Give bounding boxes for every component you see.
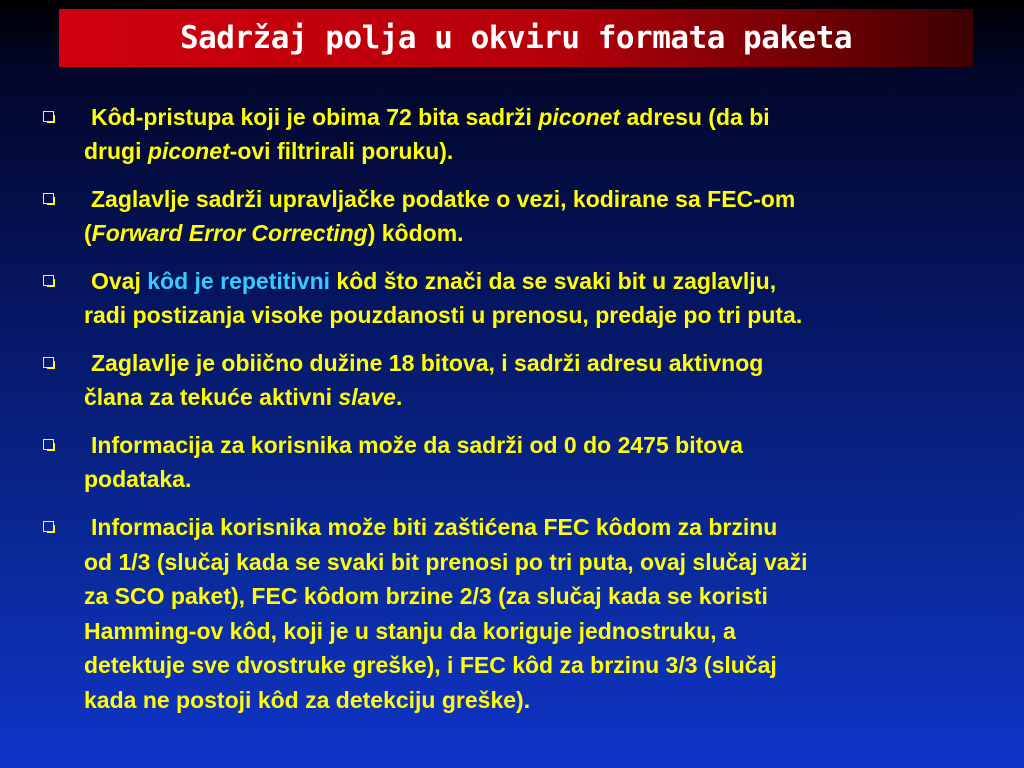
text-run: .	[395, 384, 403, 410]
bullet-item-access-code	[40, 100, 985, 168]
bullet-list	[40, 100, 985, 731]
bullet-line: Informacija za korisnika može da sadrži od 0 do 2475 bitova	[91, 432, 743, 458]
text-run: drugi	[84, 138, 148, 164]
checkbox-bullet-icon	[43, 439, 54, 450]
text-run: adresu (da bi	[620, 104, 770, 130]
checkbox-bullet-icon	[43, 111, 54, 122]
bullet-item-user-info-fec	[40, 510, 985, 717]
checkbox-bullet-icon	[43, 357, 54, 368]
bullet-line	[84, 134, 985, 168]
bullet-line: od 1/3 (slučaj kada se svaki bit prenosi po tri puta, ovaj slučaj važi	[84, 548, 808, 575]
checkbox-bullet-icon	[43, 193, 54, 204]
italic-term: piconet	[147, 138, 230, 164]
bullet-item-header-fec	[40, 182, 985, 250]
italic-term: Forward Error Correcting	[91, 220, 368, 246]
italic-term: slave	[338, 384, 396, 410]
text-run: ) kôdom.	[367, 220, 464, 246]
bullet-line	[84, 264, 985, 298]
bullet-line	[84, 216, 985, 250]
bullet-line: Hamming-ov kôd, koji je u stanju da koriguje jednostruku, a	[84, 617, 736, 644]
highlighted-term: kôd je repetitivni	[147, 268, 331, 294]
text-run: člana za tekuće aktivni	[84, 384, 339, 410]
italic-term: piconet	[538, 104, 621, 130]
checkbox-bullet-icon	[43, 275, 54, 286]
bullet-line: za SCO paket), FEC kôdom brzine 2/3 (za slučaj kada se koristi	[84, 583, 768, 609]
text-run: (	[84, 220, 92, 246]
bullet-line: Zaglavlje je obiično dužine 18 bitova, i sadrži adresu aktivnog	[91, 350, 764, 376]
bullet-line: Informacija korisnika može biti zaštićena FEC kôdom za brzinu	[91, 514, 778, 540]
bullet-item-repetitive-code	[40, 264, 985, 332]
bullet-line: kada ne postoji kôd za detekciju greške).	[84, 686, 531, 713]
checkbox-bullet-icon	[43, 521, 54, 532]
bullet-item-header-length	[40, 346, 985, 414]
text-run: Kôd-pristupa koji je obima 72 bita sadrži	[91, 104, 539, 130]
bullet-line: podataka.	[84, 466, 192, 492]
bullet-line	[84, 380, 985, 414]
title-bar	[59, 9, 973, 67]
text-run: kôd što znači da se svaki bit u zaglavlju,	[330, 268, 777, 294]
bullet-line	[84, 100, 985, 134]
slide-title: Sadržaj polja u okviru formata paketa	[179, 20, 853, 56]
bullet-item-user-info-size	[40, 428, 985, 496]
bullet-line: Zaglavlje sadrži upravljačke podatke o vezi, kodirane sa FEC-om	[91, 186, 796, 212]
bullet-line: detektuje sve dvostruke greške), i FEC kôd za brzinu 3/3 (slučaj	[84, 652, 777, 678]
bullet-line: radi postizanja visoke pouzdanosti u prenosu, predaje po tri puta.	[84, 302, 803, 328]
text-run: Ovaj	[91, 268, 148, 294]
text-run: -ovi filtrirali poruku).	[229, 138, 454, 164]
